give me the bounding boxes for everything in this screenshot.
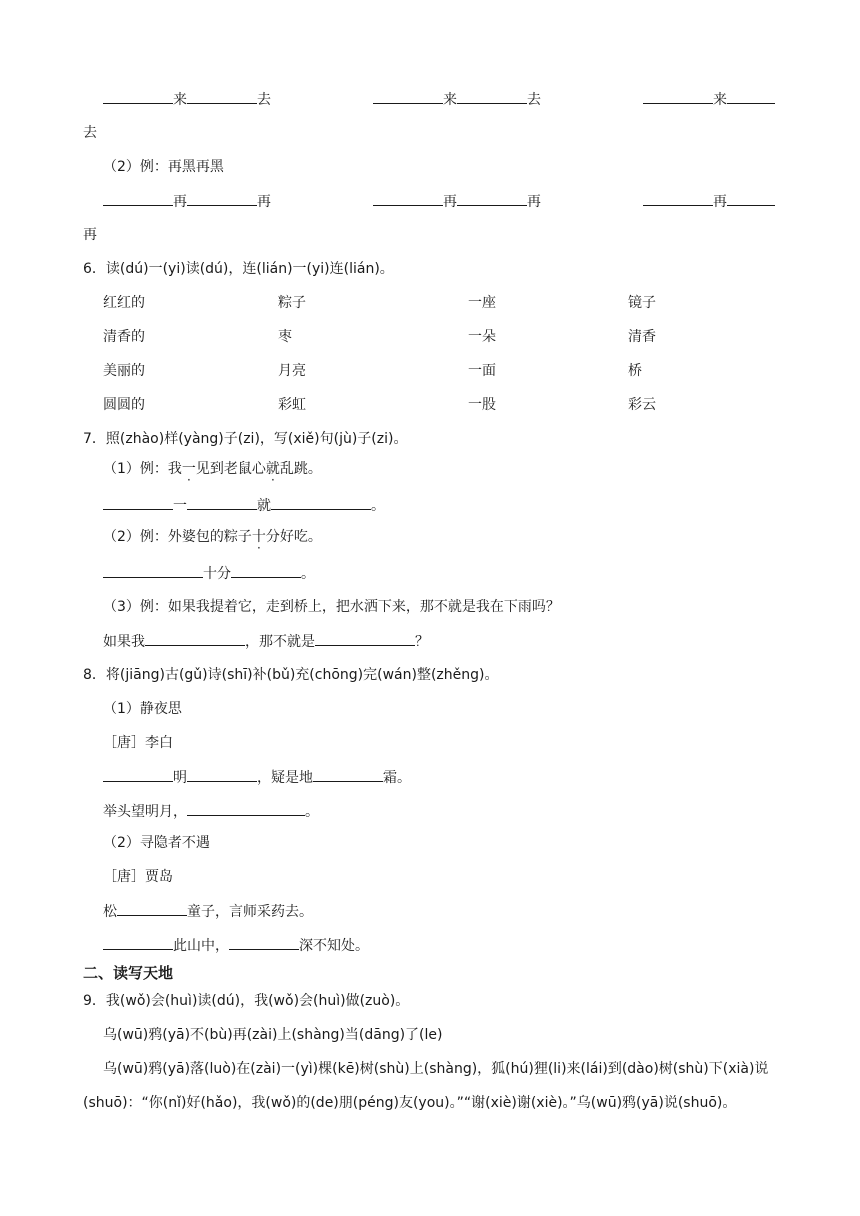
q8-poem2-title: （2）寻隐者不遇 bbox=[103, 835, 210, 851]
text: 再 bbox=[527, 194, 541, 210]
q5-row1-wrap: 去 bbox=[83, 125, 97, 141]
q6-item[interactable]: 红红的 bbox=[103, 295, 145, 311]
q9-title: 9．我(wǒ)会(huì)读(dú)，我(wǒ)会(huì)做(zuò)。 bbox=[83, 993, 410, 1009]
q8-poem1-line2 bbox=[103, 801, 319, 821]
blank[interactable] bbox=[457, 191, 527, 206]
blank[interactable] bbox=[103, 767, 173, 782]
q8-poem1-author: ［唐］李白 bbox=[103, 735, 173, 751]
q6-item[interactable]: 一股 bbox=[468, 397, 496, 413]
blank[interactable] bbox=[103, 495, 173, 510]
q6-item[interactable]: 一面 bbox=[468, 363, 496, 379]
blank[interactable] bbox=[187, 191, 257, 206]
q6-item[interactable]: 圆圆的 bbox=[103, 397, 145, 413]
text: 霜。 bbox=[383, 770, 411, 786]
emphasis-char: 十 bbox=[251, 529, 266, 545]
q5-row2-wrap: 再 bbox=[83, 227, 97, 243]
blank[interactable] bbox=[315, 631, 415, 646]
text: 去 bbox=[257, 92, 271, 108]
text: 再 bbox=[173, 194, 187, 210]
q6-item[interactable]: 一座 bbox=[468, 295, 496, 311]
q7-fill1 bbox=[103, 495, 385, 515]
q8-title: 8．将(jiāng)古(gǔ)诗(shī)补(bǔ)充(chōng)完(wán)整(zhěng)。 bbox=[83, 667, 499, 683]
text: 深不知处。 bbox=[299, 938, 369, 954]
text: （2）例：外婆包的粽子 bbox=[103, 529, 252, 545]
blank[interactable] bbox=[187, 801, 305, 816]
q7-example1 bbox=[103, 459, 322, 479]
q8-poem2-line1 bbox=[103, 901, 313, 921]
text: 一 bbox=[173, 498, 187, 514]
q6-item[interactable]: 美丽的 bbox=[103, 363, 145, 379]
q7-title: 7．照(zhào)样(yàng)子(zi)，写(xiě)句(jù)子(zi)。 bbox=[83, 431, 408, 447]
blank[interactable] bbox=[103, 935, 173, 950]
blank[interactable] bbox=[103, 563, 203, 578]
q7-fill3 bbox=[103, 631, 429, 651]
q5-row2-group3 bbox=[643, 191, 775, 211]
q9-paragraph-line2: (shuō)：“你(nǐ)好(hǎo)，我(wǒ)的(de)朋(péng)友(you)。”“谢(xiè)谢(xiè)。”乌(wū)鸦(yā)说(shuō)。 bbox=[83, 1095, 737, 1111]
blank[interactable] bbox=[373, 89, 443, 104]
q6-item[interactable]: 彩云 bbox=[628, 397, 656, 413]
q7-example2 bbox=[103, 527, 322, 547]
emphasis-char: 一 bbox=[181, 461, 196, 477]
blank[interactable] bbox=[145, 631, 245, 646]
text: 乱跳。 bbox=[279, 461, 322, 477]
q8-poem2-line2 bbox=[103, 935, 369, 955]
q6-item[interactable]: 粽子 bbox=[278, 295, 306, 311]
text: 来 bbox=[443, 92, 457, 108]
q5-sub2-example: （2）例：再黑再黑 bbox=[103, 159, 224, 175]
text: 。 bbox=[305, 804, 319, 820]
blank[interactable] bbox=[643, 191, 713, 206]
text: 再 bbox=[443, 194, 457, 210]
q5-row2-group2 bbox=[373, 191, 541, 211]
q6-item[interactable]: 一朵 bbox=[468, 329, 496, 345]
text: 举头望明月， bbox=[103, 804, 187, 820]
q5-row2-group1 bbox=[103, 191, 271, 211]
q7-fill2 bbox=[103, 563, 315, 583]
q6-item[interactable]: 桥 bbox=[628, 363, 642, 379]
q9-paragraph-line1: 乌(wū)鸦(yā)落(luò)在(zài)一(yì)棵(kē)树(shù)上(shàng)，狐(hú)狸(li)来(lái)到(dào)树(shù)下(xià)说 bbox=[103, 1061, 769, 1077]
q5-row1-group2 bbox=[373, 89, 541, 109]
text: 分好吃。 bbox=[265, 529, 322, 545]
text: ？ bbox=[415, 634, 429, 650]
blank[interactable] bbox=[271, 495, 371, 510]
blank[interactable] bbox=[187, 767, 257, 782]
blank[interactable] bbox=[229, 935, 299, 950]
q8-poem2-author: ［唐］贾岛 bbox=[103, 869, 173, 885]
text: 松 bbox=[103, 904, 117, 920]
q6-item[interactable]: 清香 bbox=[628, 329, 656, 345]
section-heading: 二、读写天地 bbox=[83, 964, 174, 982]
q6-item[interactable]: 枣 bbox=[278, 329, 292, 345]
blank[interactable] bbox=[373, 191, 443, 206]
blank[interactable] bbox=[187, 89, 257, 104]
text: 明 bbox=[173, 770, 187, 786]
q6-item[interactable]: 彩虹 bbox=[278, 397, 306, 413]
q5-row1-group3 bbox=[643, 89, 775, 109]
q8-poem1-line1 bbox=[103, 767, 411, 787]
text: 此山中， bbox=[173, 938, 229, 954]
blank[interactable] bbox=[103, 89, 173, 104]
text: 。 bbox=[371, 498, 385, 514]
text: 十分 bbox=[203, 566, 231, 582]
q6-item[interactable]: 镜子 bbox=[628, 295, 656, 311]
emphasis-char: 就 bbox=[265, 461, 280, 477]
text: ，疑是地 bbox=[257, 770, 313, 786]
blank[interactable] bbox=[103, 191, 173, 206]
q9-story-title: 乌(wū)鸦(yā)不(bù)再(zài)上(shàng)当(dāng)了(le) bbox=[103, 1027, 443, 1043]
q6-item[interactable]: 清香的 bbox=[103, 329, 145, 345]
text: ，那不就是 bbox=[245, 634, 315, 650]
blank[interactable] bbox=[727, 191, 775, 206]
q7-example3: （3）例：如果我提着它，走到桥上，把水洒下来，那不就是我在下雨吗？ bbox=[103, 599, 560, 615]
blank[interactable] bbox=[313, 767, 383, 782]
text: 来 bbox=[173, 92, 187, 108]
q6-item[interactable]: 月亮 bbox=[278, 363, 306, 379]
text: 见到老鼠心 bbox=[195, 461, 266, 477]
blank[interactable] bbox=[187, 495, 257, 510]
blank[interactable] bbox=[117, 901, 187, 916]
text: 如果我 bbox=[103, 634, 145, 650]
q8-poem1-title: （1）静夜思 bbox=[103, 701, 182, 717]
text: 去 bbox=[527, 92, 541, 108]
text: 。 bbox=[301, 566, 315, 582]
blank[interactable] bbox=[727, 89, 775, 104]
text: （1）例：我 bbox=[103, 461, 182, 477]
q6-title: 6．读(dú)一(yi)读(dú)，连(lián)一(yi)连(lián)。 bbox=[83, 261, 394, 277]
text: 再 bbox=[713, 194, 727, 210]
blank[interactable] bbox=[457, 89, 527, 104]
blank[interactable] bbox=[643, 89, 713, 104]
text: 童子，言师采药去。 bbox=[187, 904, 313, 920]
text: 来 bbox=[713, 92, 727, 108]
blank[interactable] bbox=[231, 563, 301, 578]
text: 再 bbox=[257, 194, 271, 210]
q5-row1-group1 bbox=[103, 89, 271, 109]
text: 就 bbox=[257, 498, 271, 514]
